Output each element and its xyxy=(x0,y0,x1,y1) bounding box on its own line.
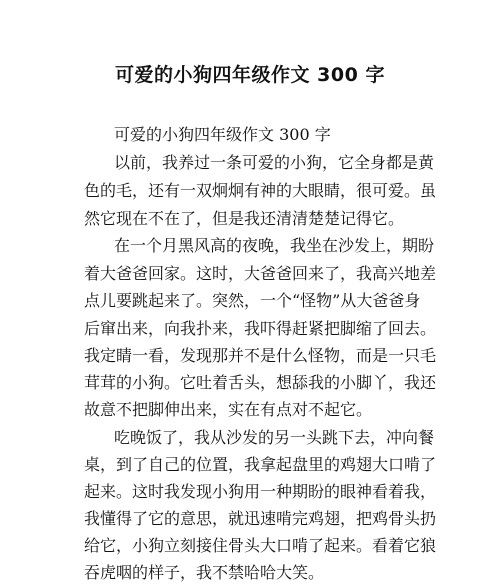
paragraph-1-line-2: 色的毛，还有一双炯炯有神的大眼睛，很可爱。虽 xyxy=(84,181,437,200)
paragraph-2-line-1: 在一个月黑风高的夜晚，我坐在沙发上，期盼 xyxy=(114,236,435,255)
paragraph-2-line-6: 茸茸的小狗。它吐着舌头，想舔我的小脚丫，我还 xyxy=(84,373,437,392)
paragraph-3-line-6: 吞虎咽的样子，我不禁哈哈大笑。 xyxy=(84,563,325,582)
paragraph-1-line-3: 然它现在不在了，但是我还清清楚楚记得它。 xyxy=(84,209,405,228)
paragraph-3-line-2: 桌，到了自己的位置，我拿起盘里的鸡翅大口啃了 xyxy=(84,455,437,474)
paragraph-3-line-3: 起来。这时我发现小狗用一种期盼的眼神看着我， xyxy=(84,482,437,501)
paragraph-1-line-1: 以前，我养过一条可爱的小狗，它全身都是黄 xyxy=(114,153,435,172)
paragraph-2-line-5: 我定睛一看，发现那并不是什么怪物，而是一只毛 xyxy=(84,346,437,365)
document-subtitle: 可爱的小狗四年级作文 300 字 xyxy=(114,125,331,144)
paragraph-3-line-5: 给它，小狗立刻接住骨头大口啃了起来。看着它狼 xyxy=(84,536,437,555)
paragraph-2-line-3: 点儿要跳起来了。突然，一个“怪物”从大爸爸身 xyxy=(84,291,421,310)
paragraph-2-line-4: 后窜出来，向我扑来，我吓得赶紧把脚缩了回去。 xyxy=(84,319,437,338)
paragraph-3-line-4: 我懂得了它的意思，就迅速啃完鸡翅，把鸡骨头扔 xyxy=(84,509,437,528)
paragraph-3-line-1: 吃晚饭了，我从沙发的另一头跳下去，冲向餐 xyxy=(114,428,435,447)
paragraph-2-line-7: 故意不把脚伸出来，实在有点对不起它。 xyxy=(84,400,373,419)
document-title: 可爱的小狗四年级作文 300 字 xyxy=(115,64,385,86)
paragraph-2-line-2: 着大爸爸回家。这时，大爸爸回来了，我高兴地差 xyxy=(84,264,437,283)
